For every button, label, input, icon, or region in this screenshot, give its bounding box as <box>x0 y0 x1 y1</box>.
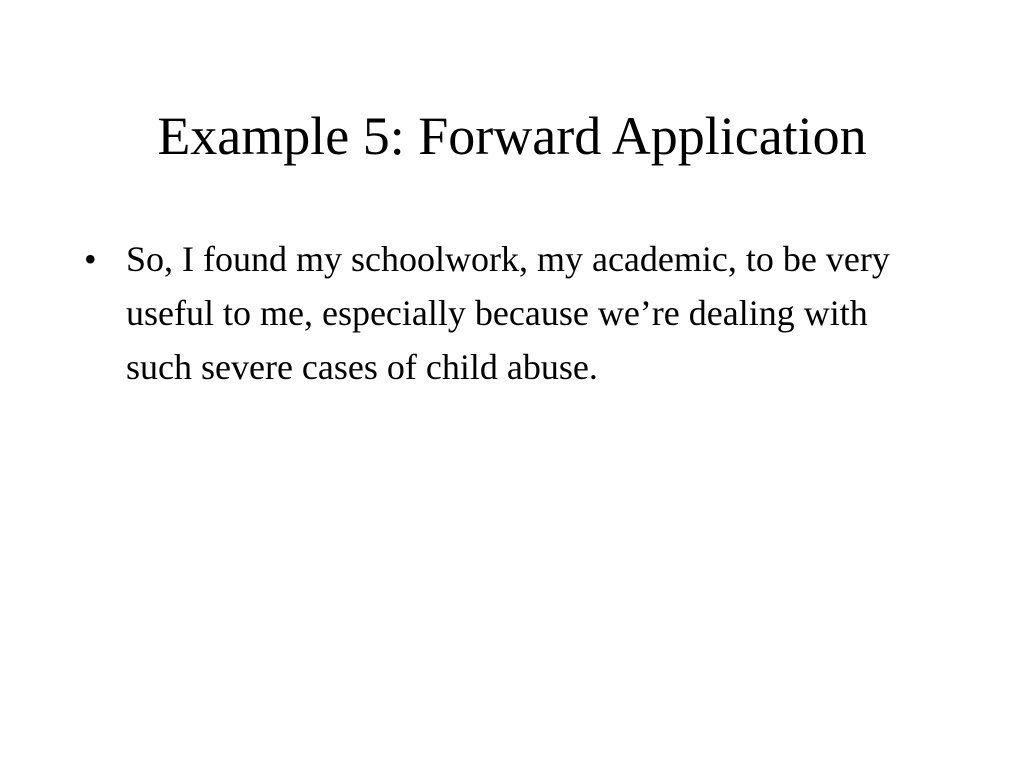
bullet-marker: • <box>84 239 97 279</box>
bullet-text: So, I found my schoolwork, my academic, to be very useful to me, especially because we’re dealing with such severe cases of child abuse. <box>126 239 890 387</box>
slide-title: Example 5: Forward Application <box>157 106 867 166</box>
bullet-list <box>84 232 924 394</box>
bullet-item <box>84 232 924 394</box>
